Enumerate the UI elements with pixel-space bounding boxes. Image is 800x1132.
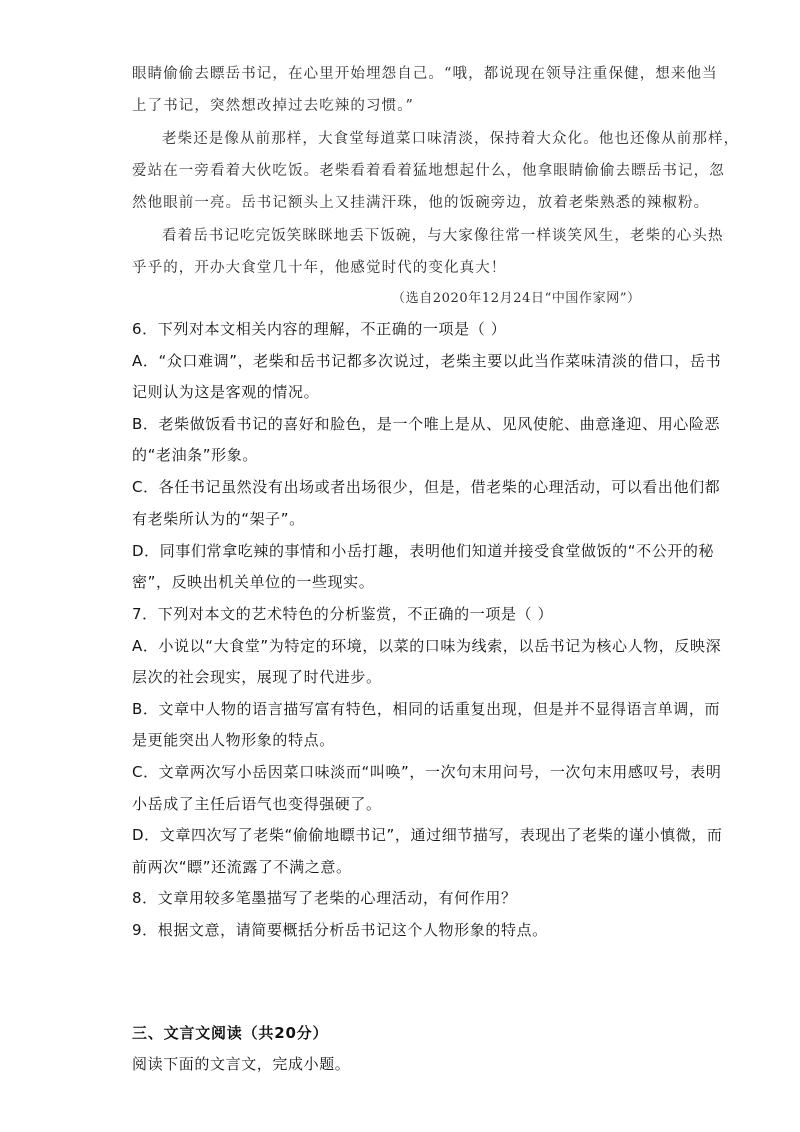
question-7-option-b: B．文章中人物的语言描写富有特色，相同的话重复出现，但是并不显得语言单调，而 <box>132 700 721 718</box>
question-6-option-d: D．同事们常拿吃辣的事情和小岳打趣，表明他们知道并接受食堂做饭的“不公开的秘 <box>132 542 715 560</box>
question-6-option-c: C．各任书记虽然没有出场或者出场很少，但是，借老柴的心理活动，可以看出他们都 <box>132 478 721 496</box>
question-6-option-b: B．老柴做饭看书记的喜好和脸色，是一个唯上是从、见风使舵、曲意逢迎、用心险恶 <box>132 415 721 433</box>
passage-line: 然他眼前一亮。岳书记额头上又挂满汗珠，他的饭碗旁边，放着老柴熟悉的辣椒粉。 <box>132 195 710 211</box>
question-9: 9．根据文意，请简要概括分析岳书记这个人物形象的特点。 <box>132 921 548 939</box>
section-heading: 三、文言文阅读（共20分） <box>132 1024 329 1042</box>
question-6-option-c-cont: 有老柴所认为的“架子”。 <box>132 510 305 528</box>
question-7-option-a: A．小说以“大食堂”为特定的环境，以菜的口味为线索，以岳书记为核心人物，反映深 <box>132 637 722 655</box>
question-8: 8．文章用较多笔墨描写了老柴的心理活动，有何作用？ <box>132 889 517 907</box>
question-7-option-c-cont: 小岳成了主任后语气也变得强硬了。 <box>132 795 382 813</box>
question-6: 6．下列对本文相关内容的理解，不正确的一项是（ ） <box>132 320 507 338</box>
section-instruction: 阅读下面的文言文，完成小题。 <box>132 1055 351 1073</box>
question-7: 7．下列对本文的艺术特色的分析鉴赏，不正确的一项是（ ） <box>132 605 554 623</box>
question-6-option-d-cont: 密”，反映出机关单位的一些现实。 <box>132 573 375 591</box>
question-7-option-a-cont: 层次的社会现实，展现了时代进步。 <box>132 668 382 686</box>
passage-source: （选自2020年12月24日“中国作家网”） <box>392 291 641 306</box>
passage-line: 上了书记，突然想改掉过去吃辣的习惯。” <box>132 98 415 114</box>
passage-line: 乎乎的，开办大食堂几十年，他感觉时代的变化真大！ <box>132 260 507 276</box>
question-7-option-d-cont: 前两次“瞟”还流露了不满之意。 <box>132 858 352 876</box>
question-6-option-a: A．“众口难调”，老柴和岳书记都多次说过，老柴主要以此当作菜味清淡的借口，岳书 <box>132 352 722 370</box>
question-6-option-b-cont: 的“老油条”形象。 <box>132 446 258 464</box>
passage-line: 眼睛偷偷去瞟岳书记，在心里开始埋怨自己。“哦，都说现在领导注重保健，想来他当 <box>132 66 718 82</box>
question-7-option-c: C．文章两次写小岳因菜口味淡而“叫唤”，一次句末用问号，一次句末用感叹号，表明 <box>132 763 722 781</box>
question-7-option-b-cont: 是更能突出人物形象的特点。 <box>132 731 335 749</box>
passage-line: 看着岳书记吃完饭笑眯眯地丢下饭碗，与大家像往常一样谈笑风生，老柴的心头热 <box>162 228 724 244</box>
passage-line: 老柴还是像从前那样，大食堂每道菜口味清淡，保持着大众化。他也还像从前那样， <box>162 131 740 147</box>
passage-line: 爱站在一旁看着大伙吃饭。老柴看着看着猛地想起什么，他拿眼睛偷偷去瞟岳书记，忽 <box>132 163 725 179</box>
question-7-option-d: D．文章四次写了老柴“偷偷地瞟书记”，通过细节描写，表现出了老柴的谨小慎微，而 <box>132 826 723 844</box>
question-6-option-a-cont: 记则认为这是客观的情况。 <box>132 383 320 401</box>
